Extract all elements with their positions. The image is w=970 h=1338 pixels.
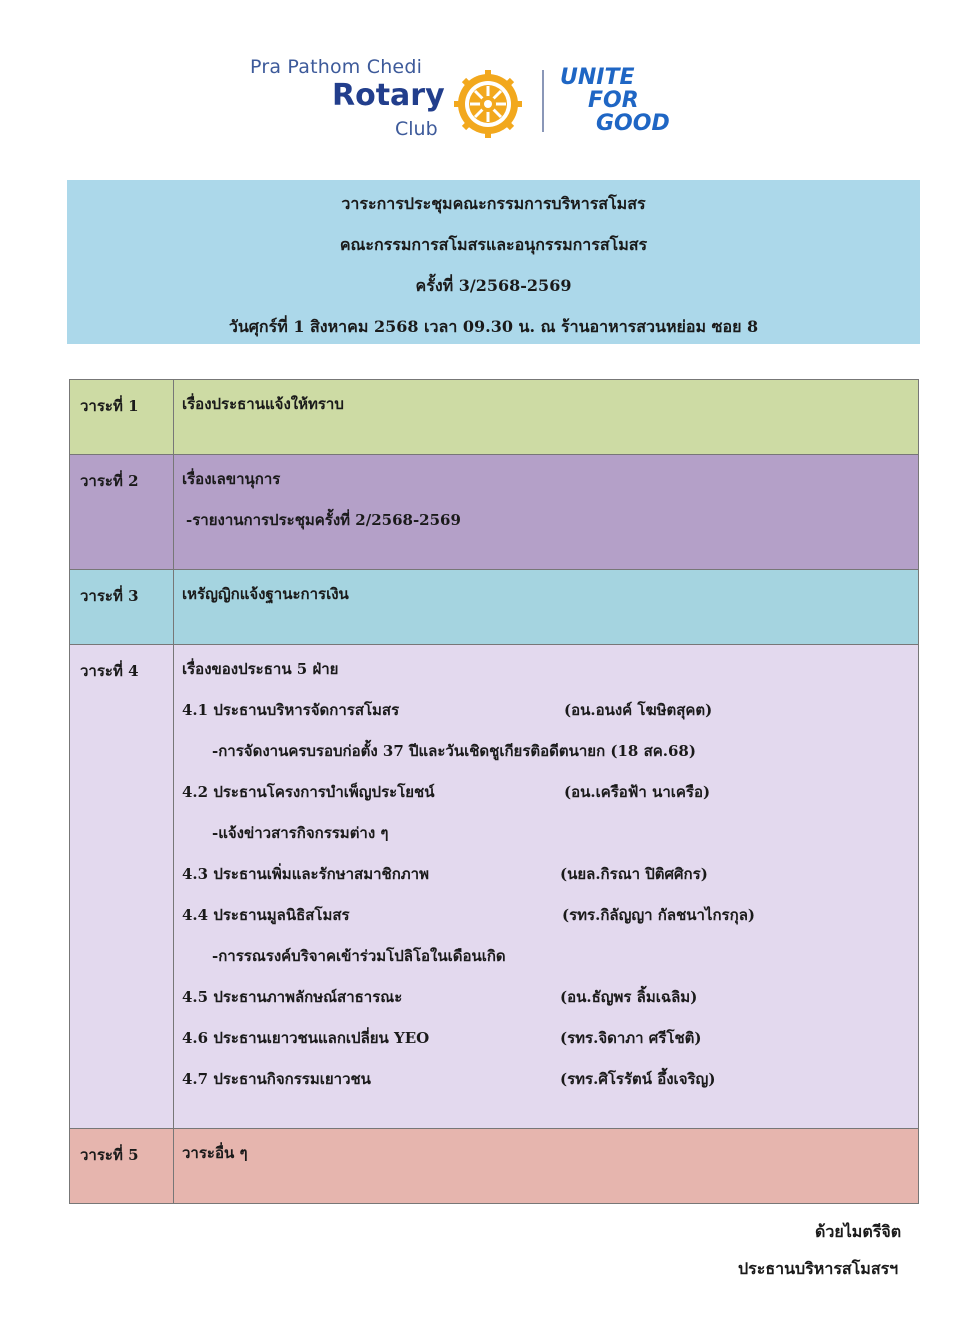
agenda-title: วาระอื่น ๆ	[182, 1144, 248, 1162]
agenda-title: เรื่องประธานแจ้งให้ทราบ	[182, 395, 344, 413]
logo-rotary-wordmark: Rotary	[332, 78, 445, 113]
committee-person: (รทร.กิลัญญา กัลชนาไกรกุล)	[562, 906, 755, 924]
agenda-title: เรื่องของประธาน 5 ฝ่าย	[182, 660, 339, 678]
agenda-number: วาระที่ 4	[70, 645, 174, 1129]
committee-person: (รทร.จิดาภา ศรีโชติ)	[560, 1029, 702, 1047]
slogan-line: UNITE	[560, 65, 635, 90]
agenda-table	[69, 379, 919, 1204]
logo-divider	[542, 70, 544, 132]
agenda-subitem: -รายงานการประชุมครั้งที่ 2/2568-2569	[186, 511, 461, 529]
agenda-number: วาระที่ 5	[70, 1129, 174, 1204]
committee-subitem: -การรณรงค์บริจาคเข้าร่วมโปลิโอในเดือนเกิด	[212, 947, 506, 965]
committee-topic: 4.5 ประธานภาพลักษณ์สาธารณะ	[182, 988, 403, 1006]
committee-person: (รทร.ศิโรรัตน์ อึ้งเจริญ)	[560, 1070, 716, 1088]
committee-topic: 4.3 ประธานเพิ่มและรักษาสมาชิกภาพ	[182, 865, 429, 883]
slogan-line: FOR	[588, 88, 639, 113]
signature-role: ประธานบริหารสโมสรฯ	[738, 1259, 899, 1278]
agenda-row	[70, 380, 919, 455]
rotary-logo	[250, 52, 690, 147]
meeting-number: ครั้งที่ 3/2568-2569	[415, 276, 572, 295]
meeting-header	[67, 180, 920, 344]
committee-topic: 4.2 ประธานโครงการบำเพ็ญประโยชน์	[182, 783, 435, 801]
committee-subitem: -การจัดงานครบรอบก่อตั้ง 37 ปีและวันเชิดชูเกียรติอดีตนายก (18 สค.68)	[212, 742, 696, 760]
agenda-row	[70, 645, 919, 1129]
agenda-number: วาระที่ 2	[70, 455, 174, 570]
logo-club-name: Pra Pathom Chedi	[250, 56, 423, 78]
committee-person: (อน.ธัญพร ลิ้มเฉลิม)	[560, 988, 698, 1006]
signature-closing: ด้วยไมตรีจิต	[815, 1222, 902, 1241]
committee-person: (อน.เครือฟ้า นาเครือ)	[564, 783, 711, 801]
agenda-row	[70, 455, 919, 570]
committee-topic: 4.1 ประธานบริหารจัดการสโมสร	[182, 701, 400, 719]
meeting-date-venue: วันศุกร์ที่ 1 สิงหาคม 2568 เวลา 09.30 น. ณ ร้านอาหารสวนหย่อม ซอย 8	[228, 317, 759, 336]
unite-for-good-slogan	[560, 66, 670, 135]
committee-topic: 4.6 ประธานเยาวชนแลกเปลี่ยน YEO	[182, 1029, 430, 1047]
logo-club-word: Club	[395, 118, 438, 140]
meeting-title: วาระการประชุมคณะกรรมการบริหารสโมสร	[341, 194, 646, 213]
agenda-row	[70, 1129, 919, 1204]
meeting-committee: คณะกรรมการสโมสรและอนุกรรมการสโมสร	[339, 235, 648, 254]
agenda-number: วาระที่ 3	[70, 570, 174, 645]
slogan-line: GOOD	[596, 111, 670, 136]
agenda-title: เหรัญญิกแจ้งฐานะการเงิน	[182, 585, 349, 603]
committee-topic: 4.4 ประธานมูลนิธิสโมสร	[182, 906, 350, 924]
agenda-row	[70, 570, 919, 645]
committee-person: (นยล.กิรณา ปิติศศิกร)	[560, 865, 708, 883]
committee-subitem: -แจ้งข่าวสารกิจกรรมต่าง ๆ	[212, 824, 389, 842]
rotary-wheel-icon	[452, 68, 524, 140]
committee-topic: 4.7 ประธานกิจกรรมเยาวชน	[182, 1070, 371, 1088]
committee-person: (อน.อนงค์ โฆษิตสุคต)	[564, 701, 713, 719]
agenda-title: เรื่องเลขานุการ	[182, 470, 281, 488]
agenda-number: วาระที่ 1	[70, 380, 174, 455]
